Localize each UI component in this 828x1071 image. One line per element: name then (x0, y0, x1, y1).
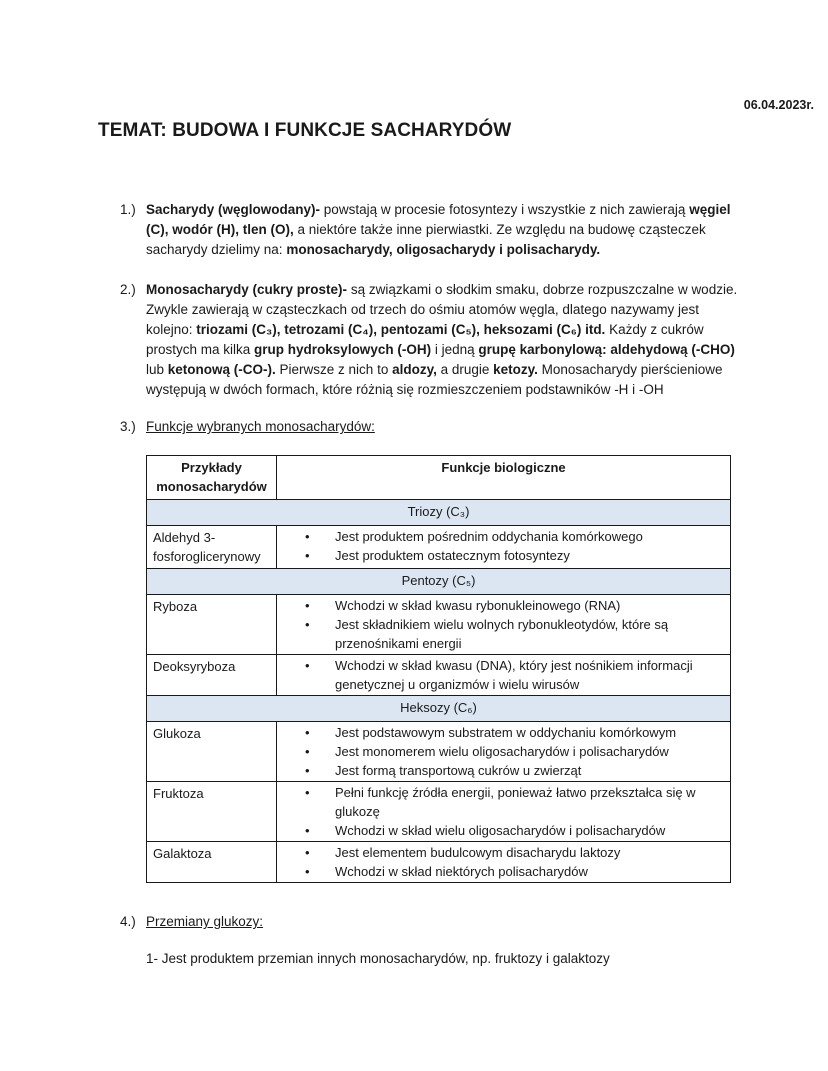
list-item: • Jest podstawowym substratem w oddychaniu komórkowym (305, 723, 726, 742)
row-name: Ryboza (147, 595, 277, 655)
list-item: • Wchodzi w skład kwasu (DNA), który jest nośnikiem informacji genetycznej u organizmów i wielu wirusów (305, 656, 726, 694)
table-group-row (147, 569, 731, 595)
group-trioses: Triozy (C₃) (147, 500, 731, 526)
row-name: Galaktoza (147, 842, 277, 883)
row-name: Aldehyd 3-fosforoglicerynowy (147, 526, 277, 569)
list-item: • Wchodzi w skład niektórych polisacharydów (305, 862, 726, 881)
section-2-text: Monosacharydy (cukry proste)- są związkami o słodkim smaku, dobrze rozpuszczalne w wodzie. Zwykle zawierają w cząsteczkach od trzech do ośmiu atomów węgla, dlatego nazywamy jest kolejno: triozami (C₃), tetrozami (C₄), pentozami (C₅), heksozami (C₆) itd. Każdy z cukrów prostych ma kilka grup hydroksylowych (-OH) i jedną grupę karbonylową: aldehydową (-CHO) lub ketonową (-CO-). Pierwsze z nich to aldozy, a drugie ketozy. Monosacharydy pierścieniowe występują w dwóch formach, które różnią się rozmieszczeniem podstawników -H i -OH (146, 282, 738, 397)
table-group-row (147, 500, 731, 526)
page-title: TEMAT: BUDOWA I FUNKCJE SACHARYDÓW (98, 120, 512, 141)
section-4-label: Przemiany glukozy: (146, 914, 264, 929)
table-row (147, 722, 731, 782)
list-item: • Wchodzi w skład wielu oligosacharydów i polisacharydów (305, 821, 726, 840)
row-name: Glukoza (147, 722, 277, 782)
section-1 (120, 200, 740, 260)
section-3 (120, 417, 740, 437)
list-item: • Jest produktem ostatecznym fotosyntezy (305, 546, 726, 565)
list-item: • Jest monomerem wielu oligosacharydów i polisacharydów (305, 742, 726, 761)
table-row (147, 595, 731, 655)
row-name: Deoksyryboza (147, 655, 277, 696)
group-pentoses: Pentozy (C₅) (147, 569, 731, 595)
list-item: • Jest elementem budulcowym disacharydu laktozy (305, 843, 726, 862)
monosaccharide-table (146, 455, 731, 883)
section-2-number: 2.) (120, 282, 136, 297)
list-item: • Pełni funkcję źródła energii, ponieważ łatwo przekształca się w glukozę (305, 783, 726, 821)
table-row (147, 526, 731, 569)
list-item: • Wchodzi w skład kwasu rybonukleinowego (RNA) (305, 596, 726, 615)
table-group-row (147, 696, 731, 722)
section-3-number: 3.) (120, 419, 136, 434)
section-1-number: 1.) (120, 202, 136, 217)
table-row (147, 782, 731, 842)
section-3-label: Funkcje wybranych monosacharydów: (146, 419, 375, 434)
section-1-text: Sacharydy (węglowodany)- powstają w procesie fotosyntezy i wszystkie z nich zawierają węgiel (C), wodór (H), tlen (O), a niektóre także inne pierwiastki. Ze względu na budowę cząsteczek sacharydy dzielimy na: monosacharydy, oligosacharydy i polisacharydy. (146, 202, 731, 257)
table-row (147, 842, 731, 883)
list-item: • Jest formą transportową cukrów u zwierząt (305, 761, 726, 780)
section-4-item-1: 1- Jest produktem przemian innych monosacharydów, np. fruktozy i galaktozy (146, 951, 610, 966)
section-2 (120, 280, 740, 400)
table-row (147, 655, 731, 696)
list-item: • Jest produktem pośrednim oddychania komórkowego (305, 527, 726, 546)
group-hexoses: Heksozy (C₆) (147, 696, 731, 722)
section-4 (120, 912, 740, 932)
row-name: Fruktoza (147, 782, 277, 842)
table-header-functions: Funkcje biologiczne (277, 456, 731, 500)
table-header-examples: Przykłady monosacharydów (147, 456, 277, 500)
list-item: • Jest składnikiem wielu wolnych rybonukleotydów, które są przenośnikami energii (305, 615, 726, 653)
document-date: 06.04.2023r. (743, 98, 814, 112)
table-header-row (147, 456, 731, 500)
section-4-number: 4.) (120, 914, 136, 929)
